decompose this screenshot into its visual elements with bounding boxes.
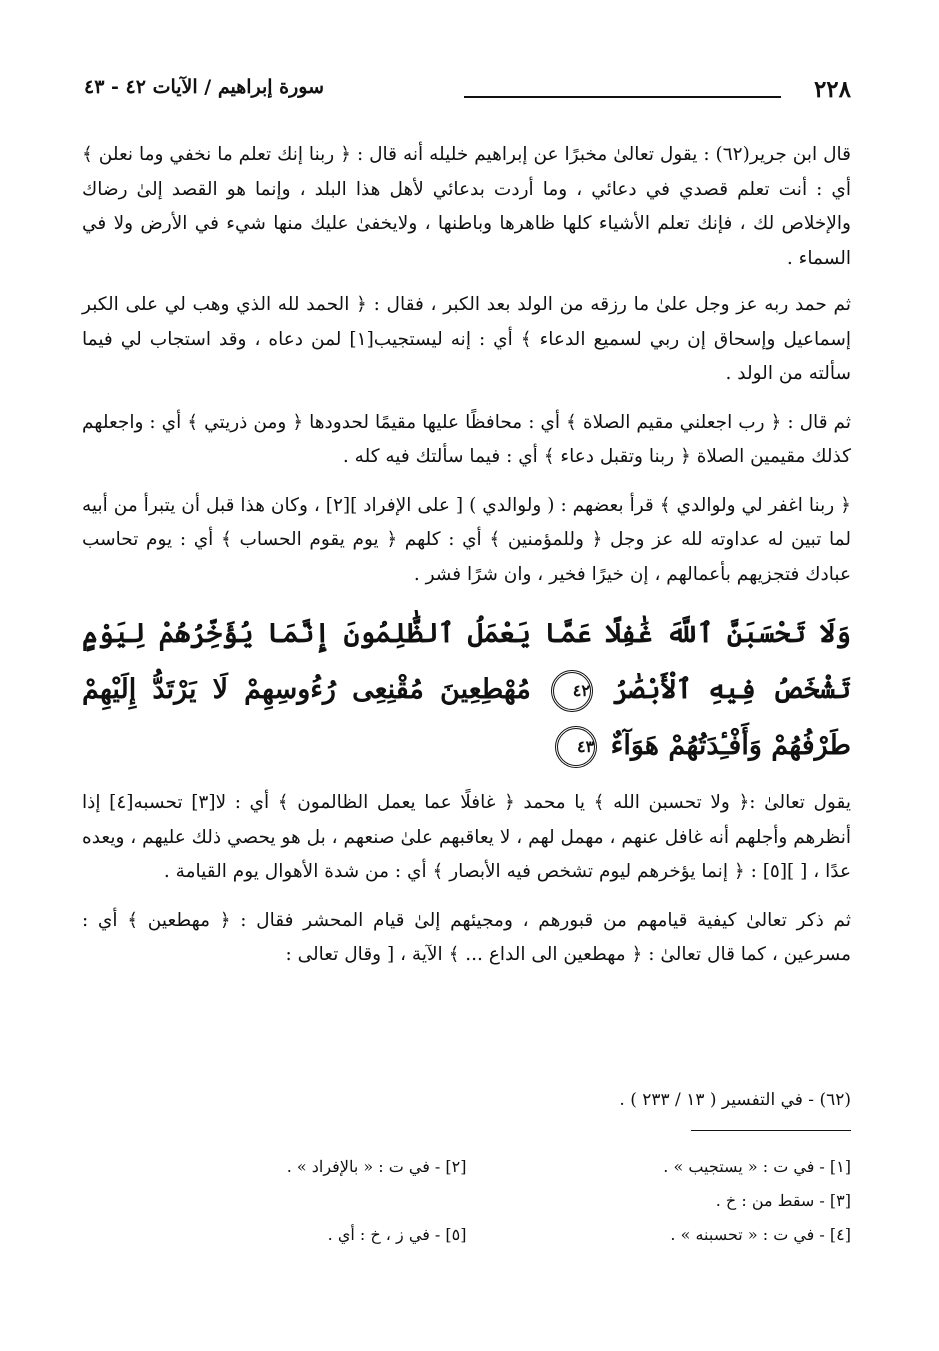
page-body: [82, 138, 851, 987]
header-rule: [464, 96, 781, 98]
footnote-grid: [82, 1153, 851, 1249]
paragraph: ثم قال : ﴿ رب اجعلني مقيم الصلاة ﴾ أي : محافظًا عليها مقيمًا لحدودها ﴿ ومن ذريتي ﴾ أي : واجعلهم كذلك مقيمين الصلاة ﴿ ربنا وتقبل دعاء ﴾ أي : فيما سألتك فيه كله .: [82, 411, 851, 467]
verse-number-42: ٤٢: [551, 670, 593, 712]
verse-number-43: ٤٣: [555, 726, 597, 768]
quran-verses: [82, 606, 851, 774]
paragraph: يقول تعالىٰ :﴿ ولا تحسبن الله ﴾ يا محمد ﴿ غافلًا عما يعمل الظالمون ﴾ أي : لا[٣] تحسبه[٤] إذا أنظرهم وأجلهم أنه غافل عنهم ، مهمل لهم ، لا يعاقبهم علىٰ صنعهم ، بل هو يحصي ذلك عليهم ، ويعده عدًا ، [ ][٥] : ﴿ إنما يؤخرهم ليوم تشخص فيه الأبصار ﴾ أي : من شدة الأهوال يوم القيامة .: [82, 792, 851, 882]
verse-42-text: وَلَا تَحْسَبَنَّ ٱللَّهَ غَٰفِلًا عَمَّا يَعْمَلُ ٱلظَّٰلِمُونَ إِنَّمَا يُؤَخِّرُهُمْ لِيَوْمٍ تَشْخَصُ فِيهِ ٱلْأَبْصَٰرُ: [82, 618, 852, 705]
paragraph: ثم حمد ربه عز وجل علىٰ ما رزقه من الولد بعد الكبر ، فقال : ﴿ الحمد لله الذي وهب لي على الكبر إسماعيل وإسحاق إن ربي لسميع الدعاء ﴾ أي : إنه ليستجيب[١] لمن دعاه ، وقد استجاب لي فيما سألته من الولد .: [82, 294, 851, 384]
footnote-item: [٣] - سقط من : خ .: [715, 1191, 851, 1210]
footnote-item: [٥] - في ز ، خ : أي .: [327, 1225, 467, 1244]
page-number: ٢٢٨: [813, 76, 851, 103]
page-header: [84, 76, 851, 110]
footnote-rule: [691, 1130, 851, 1131]
verse-43-text: مُهْطِعِينَ مُقْنِعِى رُءُوسِهِمْ لَا يَرْتَدُّ إِلَيْهِمْ طَرْفُهُمْ وَأَفْـِٔدَتُهُمْ هَوَآءٌ: [82, 674, 851, 761]
running-head: سورة إبراهيم / الآيات ٤٢ - ٤٣: [84, 76, 325, 98]
footnotes: [82, 1086, 851, 1249]
footnote-item: [١] - في ت : « يستجيب » .: [663, 1157, 851, 1176]
footnote-source: (٦٢) - في التفسير ( ١٣ / ٢٣٣ ) .: [619, 1090, 851, 1110]
footnote-item: [٢] - في ت : « بالإفراد » .: [286, 1157, 467, 1176]
footnote-item: [82, 1187, 467, 1215]
footnote-item: [٤] - في ت : « تحسبنه » .: [670, 1225, 851, 1244]
paragraph: ثم ذكر تعالىٰ كيفية قيامهم من قبورهم ، ومجيئهم إلىٰ قيام المحشر فقال : ﴿ مهطعين ﴾ أي : مسرعين ، كما قال تعالىٰ : ﴿ مهطعين الى الداع ... ﴾ الآية ، [ وقال تعالى :: [82, 909, 851, 965]
paragraph: ﴿ ربنا اغفر لي ولوالدي ﴾ قرأ بعضهم : ( ولوالدي ) [ على الإفراد ][٢] ، وكان هذا قبل أن يتبرأ من أبيه لما تبين له عداوته لله عز وجل ﴿ وللمؤمنين ﴾ أي : كلهم ﴿ يوم يقوم الحساب ﴾ أي : يوم تحاسب عبادك فتجزيهم بأعمالهم ، إن خيرًا فخير ، وان شرًا فشر .: [82, 494, 851, 585]
paragraph: قال ابن جرير(٦٢) : يقول تعالىٰ مخبرًا عن إبراهيم خليله أنه قال : ﴿ ربنا إنك تعلم ما نخفي وما نعلن ﴾ أي : أنت تعلم قصدي في دعائي ، وما أردت بدعائي لأهل هذا البلد ، وإنما هو القصد إلىٰ رضاك والإخلاص لك ، فإنك تعلم الأشياء كلها ظاهرها وباطنها ، ولايخفىٰ عليك منها شيء في الأرض ولا في السماء .: [82, 144, 851, 269]
